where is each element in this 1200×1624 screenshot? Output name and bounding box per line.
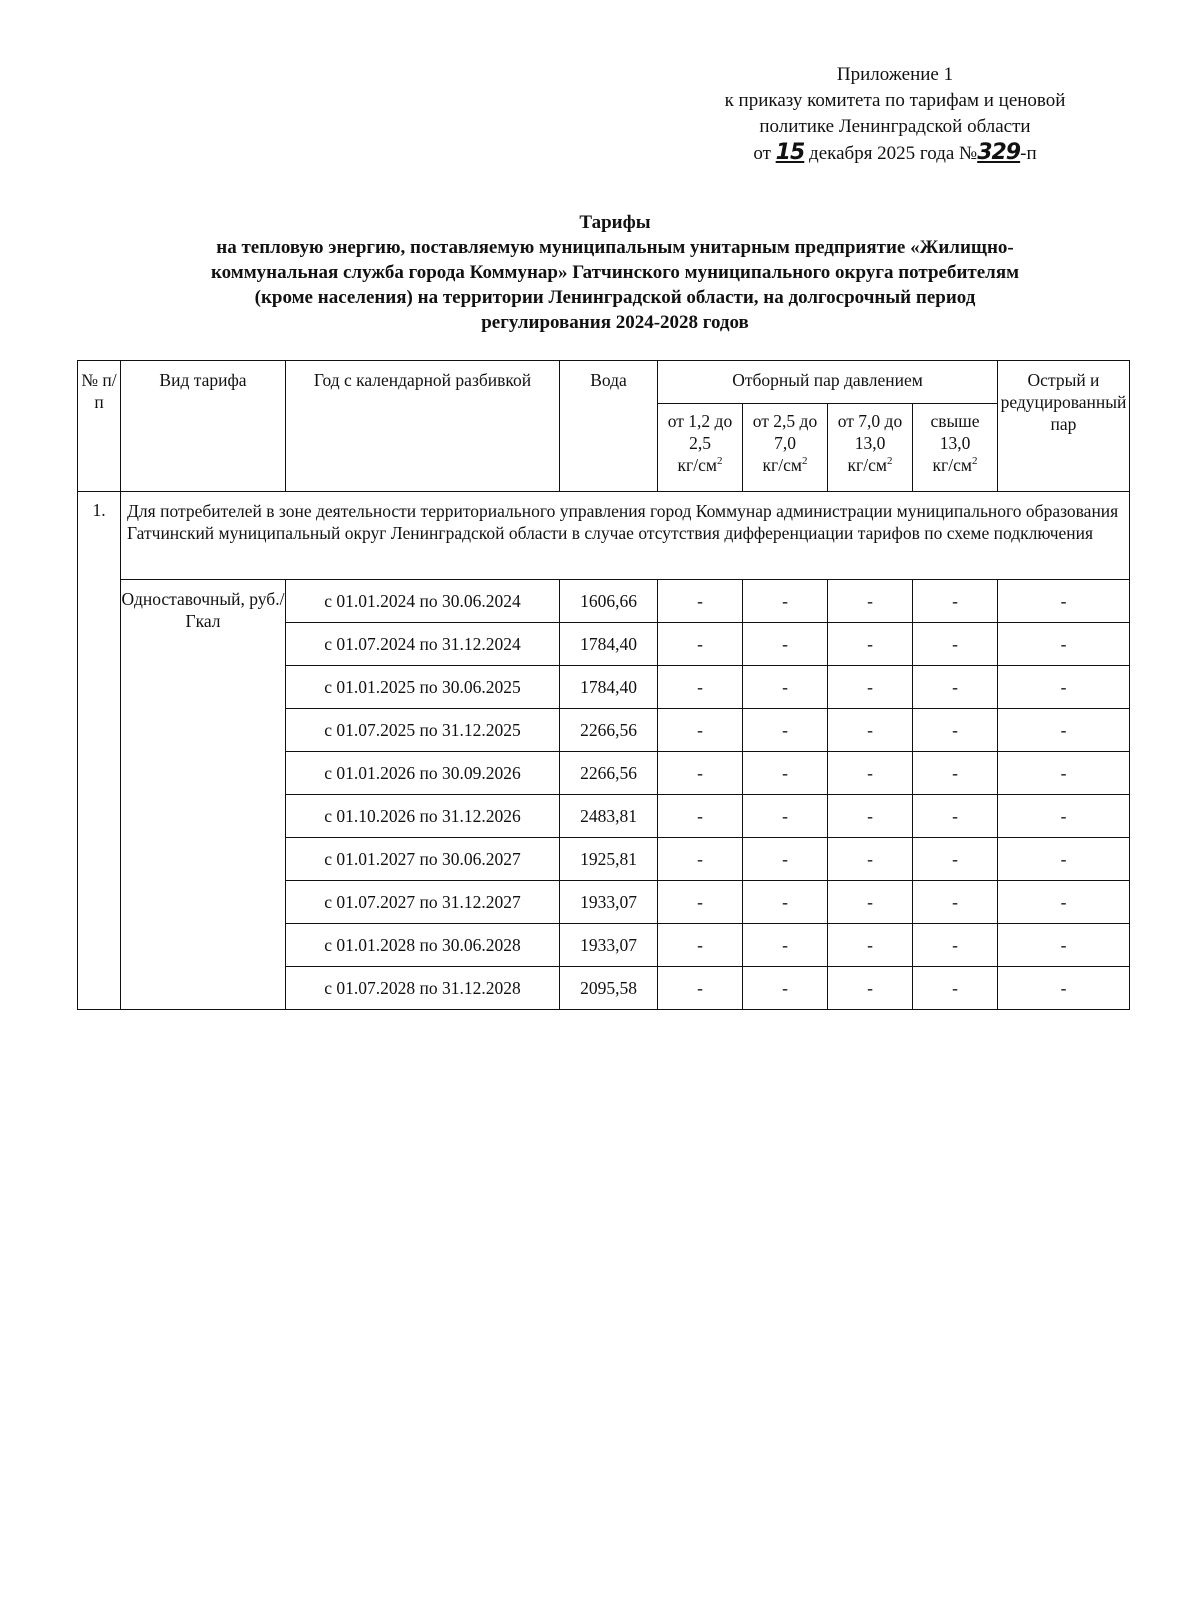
empty-value-dash: - — [998, 924, 1130, 967]
empty-value-dash: - — [998, 795, 1130, 838]
pressure-3-range: от 7,0 до 13,0 — [837, 411, 903, 453]
section-description: Для потребителей в зоне деятельности территориального управления город Коммунар администрации муниципального образования Гатчинский муниципальный округ Ленинградской области в случае отсутствия дифференциации тарифов по схеме подключения — [121, 492, 1130, 580]
water-tariff-cell: 1925,81 — [560, 838, 658, 881]
period-cell: с 01.01.2028 по 30.06.2028 — [286, 924, 560, 967]
pressure-unit: кг/см — [847, 455, 887, 475]
pressure-unit: кг/см — [677, 455, 717, 475]
empty-value-dash: - — [998, 838, 1130, 881]
header-water: Вода — [560, 361, 658, 492]
pressure-2-range: от 2,5 до 7,0 — [752, 411, 818, 453]
empty-value-dash: - — [743, 752, 828, 795]
title-line-4: регулирования 2024-2028 годов — [481, 312, 749, 333]
empty-value-dash: - — [913, 838, 998, 881]
header-num: № п/п — [78, 361, 121, 492]
empty-value-dash: - — [658, 666, 743, 709]
empty-value-dash: - — [913, 709, 998, 752]
empty-value-dash: - — [658, 881, 743, 924]
title-line-3: (кроме населения) на территории Ленинградской области, на долгосрочный период — [254, 287, 976, 308]
tariff-kind-cell: Одноставочный, руб./Гкал — [121, 580, 286, 1010]
section-row — [78, 492, 1130, 580]
empty-value-dash: - — [658, 623, 743, 666]
empty-value-dash: - — [743, 924, 828, 967]
empty-value-dash: - — [743, 709, 828, 752]
appendix-line-2: к приказу комитета по тарифам и ценовой — [724, 90, 1066, 111]
section-number: 1. — [78, 492, 121, 1010]
empty-value-dash: - — [743, 967, 828, 1010]
period-cell: с 01.10.2026 по 31.12.2026 — [286, 795, 560, 838]
water-tariff-cell: 1784,40 — [560, 623, 658, 666]
empty-value-dash: - — [828, 967, 913, 1010]
empty-value-dash: - — [998, 623, 1130, 666]
period-cell: с 01.01.2025 по 30.06.2025 — [286, 666, 560, 709]
period-cell: с 01.07.2025 по 31.12.2025 — [286, 709, 560, 752]
tariff-table-body — [78, 361, 1130, 1010]
period-cell: с 01.07.2028 по 31.12.2028 — [286, 967, 560, 1010]
empty-value-dash: - — [998, 709, 1130, 752]
period-cell: с 01.07.2024 по 31.12.2024 — [286, 623, 560, 666]
empty-value-dash: - — [998, 967, 1130, 1010]
period-cell: с 01.07.2027 по 31.12.2027 — [286, 881, 560, 924]
empty-value-dash: - — [743, 881, 828, 924]
pressure-4-range: свыше 13,0 — [930, 411, 980, 453]
order-prefix: от — [753, 143, 771, 164]
empty-value-dash: - — [913, 795, 998, 838]
empty-value-dash: - — [743, 580, 828, 623]
pressure-1-range: от 1,2 до 2,5 — [667, 411, 733, 453]
appendix-order-line — [660, 140, 1130, 167]
water-tariff-cell: 2266,56 — [560, 752, 658, 795]
pressure-unit: кг/см — [932, 455, 972, 475]
title-line-1: на тепловую энергию, поставляемую муниципальным унитарным предприятие «Жилищно- — [216, 237, 1014, 258]
period-cell: с 01.01.2027 по 30.06.2027 — [286, 838, 560, 881]
empty-value-dash: - — [913, 580, 998, 623]
water-tariff-cell: 2483,81 — [560, 795, 658, 838]
water-tariff-cell: 1933,07 — [560, 881, 658, 924]
tariff-table — [77, 360, 1130, 1010]
empty-value-dash: - — [913, 666, 998, 709]
empty-value-dash: - — [658, 580, 743, 623]
pressure-unit-exponent: 2 — [716, 455, 723, 468]
empty-value-dash: - — [828, 709, 913, 752]
pressure-unit: кг/см — [762, 455, 802, 475]
empty-value-dash: - — [913, 924, 998, 967]
header-row-1 — [78, 361, 1130, 404]
empty-value-dash: - — [913, 752, 998, 795]
water-tariff-cell: 1933,07 — [560, 924, 658, 967]
period-cell: с 01.01.2026 по 30.09.2026 — [286, 752, 560, 795]
appendix-block — [660, 62, 1130, 167]
handwritten-number: 329 — [977, 140, 1021, 165]
empty-value-dash: - — [913, 623, 998, 666]
order-month-year: декабря 2025 года № — [809, 143, 978, 164]
header-sharp-steam: Острый и редуцированный пар — [998, 361, 1130, 492]
period-cell: с 01.01.2024 по 30.06.2024 — [286, 580, 560, 623]
table-row — [78, 580, 1130, 623]
pressure-unit-exponent: 2 — [886, 455, 893, 468]
empty-value-dash: - — [743, 666, 828, 709]
empty-value-dash: - — [998, 881, 1130, 924]
empty-value-dash: - — [828, 795, 913, 838]
document-title — [60, 210, 1170, 335]
empty-value-dash: - — [828, 838, 913, 881]
title-heading: Тарифы — [579, 212, 651, 233]
empty-value-dash: - — [828, 580, 913, 623]
empty-value-dash: - — [743, 838, 828, 881]
water-tariff-cell: 1784,40 — [560, 666, 658, 709]
empty-value-dash: - — [743, 623, 828, 666]
empty-value-dash: - — [658, 795, 743, 838]
order-suffix: -п — [1020, 143, 1037, 164]
pressure-unit-exponent: 2 — [801, 455, 808, 468]
title-line-2: коммунальная служба города Коммунар» Гатчинского муниципального округа потребителям — [210, 262, 1020, 283]
empty-value-dash: - — [658, 838, 743, 881]
water-tariff-cell: 2266,56 — [560, 709, 658, 752]
empty-value-dash: - — [828, 924, 913, 967]
empty-value-dash: - — [828, 666, 913, 709]
empty-value-dash: - — [658, 924, 743, 967]
header-period: Год с календарной разбивкой — [286, 361, 560, 492]
water-tariff-cell: 1606,66 — [560, 580, 658, 623]
empty-value-dash: - — [828, 881, 913, 924]
empty-value-dash: - — [998, 752, 1130, 795]
empty-value-dash: - — [913, 881, 998, 924]
empty-value-dash: - — [658, 709, 743, 752]
header-steam: Отборный пар давлением — [658, 361, 998, 404]
appendix-line-3: политике Ленинградской области — [759, 116, 1031, 137]
header-pressure-2 — [743, 404, 828, 492]
empty-value-dash: - — [743, 795, 828, 838]
empty-value-dash: - — [913, 967, 998, 1010]
header-pressure-1 — [658, 404, 743, 492]
empty-value-dash: - — [828, 752, 913, 795]
pressure-unit-exponent: 2 — [971, 455, 978, 468]
water-tariff-cell: 2095,58 — [560, 967, 658, 1010]
header-tariff-kind: Вид тарифа — [121, 361, 286, 492]
appendix-line-1: Приложение 1 — [836, 64, 954, 85]
empty-value-dash: - — [658, 752, 743, 795]
header-pressure-4 — [913, 404, 998, 492]
handwritten-day: 15 — [775, 140, 805, 165]
empty-value-dash: - — [828, 623, 913, 666]
header-pressure-3 — [828, 404, 913, 492]
empty-value-dash: - — [658, 967, 743, 1010]
empty-value-dash: - — [998, 666, 1130, 709]
empty-value-dash: - — [998, 580, 1130, 623]
